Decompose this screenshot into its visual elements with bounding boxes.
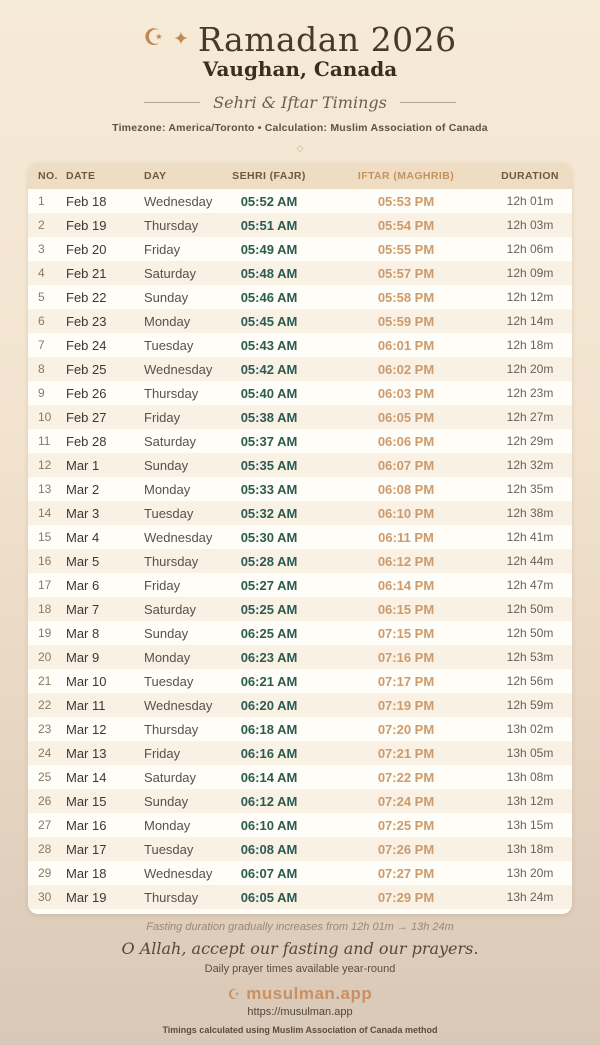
iftar-cell: 07:21 PM [377, 745, 435, 761]
date-cell: Mar 17 [66, 841, 107, 857]
no-cell: 14 [38, 506, 52, 520]
date-cell: Mar 2 [66, 481, 100, 497]
table-row [28, 405, 572, 429]
column-header-no: NO. [38, 170, 58, 182]
day-cell: Monday [144, 313, 191, 329]
duration-cell: 12h 44m [506, 554, 554, 568]
timings-table [28, 163, 572, 909]
date-cell: Mar 15 [66, 793, 107, 809]
day-cell: Wednesday [144, 529, 213, 545]
sehri-cell: 05:37 AM [240, 433, 298, 449]
date-cell: Mar 19 [66, 889, 107, 905]
iftar-cell: 06:07 PM [377, 457, 435, 473]
iftar-cell: 07:22 PM [377, 769, 435, 785]
day-cell: Wednesday [144, 865, 213, 881]
no-cell: 16 [38, 554, 52, 568]
duration-cell: 12h 20m [506, 362, 554, 376]
day-cell: Monday [144, 817, 191, 833]
iftar-cell: 06:14 PM [377, 577, 435, 593]
date-cell: Mar 8 [66, 625, 100, 641]
date-cell: Mar 16 [66, 817, 107, 833]
date-cell: Feb 25 [66, 361, 107, 377]
table-row [28, 693, 572, 717]
sehri-cell: 06:20 AM [240, 697, 298, 713]
title-row [0, 20, 600, 59]
no-cell: 11 [38, 434, 51, 448]
table-row [28, 381, 572, 405]
day-cell: Wednesday [144, 697, 213, 713]
no-cell: 5 [38, 290, 45, 304]
iftar-cell: 06:15 PM [377, 601, 435, 617]
day-cell: Monday [144, 649, 191, 665]
no-cell: 4 [38, 266, 45, 280]
date-cell: Mar 5 [66, 553, 100, 569]
page-title: Ramadan 2026 [197, 20, 457, 59]
day-cell: Friday [144, 577, 181, 593]
iftar-cell: 07:27 PM [377, 865, 435, 881]
no-cell: 25 [38, 770, 52, 784]
column-header-iftar: IFTAR (MAGHRIB) [357, 170, 455, 182]
date-cell: Feb 20 [66, 241, 107, 257]
iftar-cell: 07:19 PM [377, 697, 435, 713]
duration-cell: 12h 03m [506, 218, 554, 232]
sehri-cell: 06:05 AM [240, 889, 298, 905]
table-row [28, 741, 572, 765]
day-cell: Friday [144, 745, 181, 761]
table-row [28, 837, 572, 861]
iftar-cell: 07:24 PM [377, 793, 435, 809]
timings-table-body [28, 189, 572, 909]
iftar-cell: 05:57 PM [377, 265, 435, 281]
table-row [28, 429, 572, 453]
decorative-line-right [400, 102, 456, 103]
column-header-duration: DURATION [501, 170, 559, 182]
iftar-cell: 07:25 PM [377, 817, 435, 833]
day-cell: Sunday [144, 289, 189, 305]
day-cell: Wednesday [144, 361, 213, 377]
no-cell: 18 [38, 602, 52, 616]
day-cell: Tuesday [144, 505, 194, 521]
no-cell: 30 [38, 890, 52, 904]
decorative-line-left [144, 102, 200, 103]
no-cell: 28 [38, 842, 52, 856]
sehri-cell: 05:28 AM [240, 553, 298, 569]
table-row [28, 261, 572, 285]
fasting-duration-note: Fasting duration gradually increases from 12h 01m → 13h 24m [146, 921, 454, 933]
date-cell: Feb 28 [66, 433, 107, 449]
timings-subtitle: Sehri & Iftar Timings [213, 93, 387, 112]
day-cell: Thursday [144, 553, 199, 569]
iftar-cell: 06:06 PM [377, 433, 435, 449]
iftar-cell: 06:12 PM [377, 553, 435, 569]
table-row [28, 765, 572, 789]
duration-cell: 12h 06m [506, 242, 554, 256]
duration-cell: 13h 08m [506, 770, 554, 784]
day-cell: Saturday [144, 265, 197, 281]
header-row [28, 163, 572, 189]
day-cell: Sunday [144, 457, 189, 473]
table-row [28, 213, 572, 237]
date-cell: Feb 22 [66, 289, 107, 305]
day-cell: Saturday [144, 433, 197, 449]
duration-cell: 12h 50m [506, 602, 554, 616]
table-row [28, 789, 572, 813]
day-cell: Saturday [144, 769, 197, 785]
sehri-cell: 05:52 AM [240, 193, 298, 209]
iftar-cell: 07:20 PM [377, 721, 435, 737]
date-cell: Feb 24 [66, 337, 107, 353]
no-cell: 17 [38, 578, 52, 592]
table-row [28, 285, 572, 309]
no-cell: 7 [38, 338, 45, 352]
iftar-cell: 06:01 PM [377, 337, 435, 353]
brand-name: musulman.app [246, 984, 373, 1003]
no-cell: 20 [38, 650, 52, 664]
site-url-link[interactable]: https://musulman.app [247, 1006, 353, 1018]
duration-cell: 12h 41m [506, 530, 554, 544]
date-cell: Feb 26 [66, 385, 107, 401]
table-row [28, 477, 572, 501]
calculation-method-note: Timings calculated using Muslim Association of Canada method [162, 1025, 438, 1035]
no-cell: 23 [38, 722, 52, 736]
table-row [28, 669, 572, 693]
duration-cell: 12h 47m [506, 578, 554, 592]
no-cell: 6 [38, 314, 45, 328]
duration-cell: 12h 27m [506, 410, 554, 424]
timezone-calculation-meta: Timezone: America/Toronto • Calculation: Muslim Association of Canada [112, 122, 488, 134]
no-cell: 22 [38, 698, 52, 712]
duration-cell: 12h 56m [506, 674, 554, 688]
sehri-cell: 05:42 AM [240, 361, 298, 377]
day-cell: Thursday [144, 721, 199, 737]
duration-cell: 12h 32m [506, 458, 554, 472]
diamond-separator-icon: ◇ [296, 143, 304, 153]
iftar-cell: 06:08 PM [377, 481, 435, 497]
iftar-cell: 06:03 PM [377, 385, 435, 401]
day-cell: Monday [144, 481, 191, 497]
duration-cell: 12h 29m [506, 434, 554, 448]
table-row [28, 357, 572, 381]
day-cell: Sunday [144, 625, 189, 641]
no-cell: 24 [38, 746, 52, 760]
iftar-cell: 06:10 PM [377, 505, 435, 521]
column-header-date: DATE [66, 170, 96, 182]
table-row [28, 885, 572, 909]
duration-cell: 13h 24m [506, 890, 554, 904]
date-cell: Mar 1 [66, 457, 100, 473]
table-row [28, 861, 572, 885]
sehri-cell: 06:14 AM [240, 769, 298, 785]
subtitle-row [0, 93, 600, 112]
date-cell: Mar 4 [66, 529, 100, 545]
no-cell: 15 [38, 530, 52, 544]
no-cell: 21 [38, 674, 52, 688]
sehri-cell: 06:18 AM [240, 721, 298, 737]
duration-cell: 13h 02m [506, 722, 554, 736]
no-cell: 9 [38, 386, 45, 400]
day-cell: Wednesday [144, 193, 213, 209]
date-cell: Mar 14 [66, 769, 107, 785]
date-cell: Mar 6 [66, 577, 100, 593]
iftar-cell: 06:05 PM [377, 409, 435, 425]
day-cell: Thursday [144, 385, 199, 401]
availability-note: Daily prayer times available year-round [204, 963, 396, 975]
duration-cell: 12h 09m [506, 266, 554, 280]
brand-row [0, 984, 600, 1004]
no-cell: 27 [38, 818, 52, 832]
table-row [28, 237, 572, 261]
date-cell: Feb 21 [66, 265, 107, 281]
sehri-cell: 05:35 AM [240, 457, 298, 473]
duration-cell: 12h 12m [506, 290, 554, 304]
sehri-cell: 06:21 AM [240, 673, 298, 689]
no-cell: 3 [38, 242, 45, 256]
duration-cell: 12h 35m [506, 482, 554, 496]
day-cell: Thursday [144, 217, 199, 233]
day-cell: Tuesday [144, 673, 194, 689]
duration-cell: 13h 18m [506, 842, 554, 856]
iftar-cell: 07:26 PM [377, 841, 435, 857]
sehri-cell: 05:40 AM [240, 385, 298, 401]
iftar-cell: 05:53 PM [377, 193, 435, 209]
sparkle-star-icon: ✦ [172, 29, 189, 50]
table-row [28, 621, 572, 645]
timings-table-card [28, 163, 572, 914]
sehri-cell: 05:43 AM [240, 337, 298, 353]
day-cell: Tuesday [144, 337, 194, 353]
day-cell: Sunday [144, 793, 189, 809]
timings-table-header [28, 163, 572, 189]
page-header [0, 0, 600, 154]
table-row [28, 597, 572, 621]
iftar-cell: 07:29 PM [377, 889, 435, 905]
iftar-cell: 05:55 PM [377, 241, 435, 257]
no-cell: 26 [38, 794, 52, 808]
duration-cell: 12h 53m [506, 650, 554, 664]
table-row [28, 501, 572, 525]
table-row [28, 333, 572, 357]
table-row [28, 645, 572, 669]
date-cell: Feb 18 [66, 193, 107, 209]
brand-crescent-icon: ☪ [227, 985, 241, 1002]
sehri-cell: 06:25 AM [240, 625, 298, 641]
no-cell: 13 [38, 482, 52, 496]
duration-cell: 12h 01m [506, 194, 554, 208]
date-cell: Mar 13 [66, 745, 107, 761]
iftar-cell: 05:59 PM [377, 313, 435, 329]
duration-cell: 13h 20m [506, 866, 554, 880]
duration-cell: 12h 18m [506, 338, 554, 352]
sehri-cell: 05:33 AM [240, 481, 298, 497]
day-cell: Friday [144, 409, 181, 425]
table-row [28, 309, 572, 333]
duration-cell: 12h 59m [506, 698, 554, 712]
day-cell: Tuesday [144, 841, 194, 857]
table-row [28, 189, 572, 213]
date-cell: Feb 27 [66, 409, 107, 425]
duration-cell: 13h 15m [506, 818, 554, 832]
sehri-cell: 05:49 AM [240, 241, 298, 257]
sehri-cell: 05:45 AM [240, 313, 298, 329]
sehri-cell: 06:16 AM [240, 745, 298, 761]
iftar-cell: 07:17 PM [377, 673, 435, 689]
date-cell: Mar 11 [66, 697, 106, 713]
page-footer [0, 921, 600, 1035]
date-cell: Mar 7 [66, 601, 100, 617]
no-cell: 2 [38, 218, 45, 232]
table-row [28, 813, 572, 837]
duration-cell: 12h 50m [506, 626, 554, 640]
iftar-cell: 07:16 PM [377, 649, 435, 665]
sehri-cell: 05:48 AM [240, 265, 298, 281]
duration-cell: 13h 05m [506, 746, 554, 760]
sehri-cell: 06:10 AM [240, 817, 298, 833]
column-header-day: DAY [144, 170, 167, 182]
table-row [28, 453, 572, 477]
column-header-sehri: SEHRI (FAJR) [232, 170, 306, 182]
duration-cell: 12h 38m [506, 506, 554, 520]
duration-cell: 12h 14m [506, 314, 554, 328]
no-cell: 29 [38, 866, 52, 880]
duration-cell: 13h 12m [506, 794, 554, 808]
sehri-cell: 06:23 AM [240, 649, 298, 665]
date-cell: Mar 18 [66, 865, 107, 881]
no-cell: 1 [38, 194, 45, 208]
day-cell: Thursday [144, 889, 199, 905]
sehri-cell: 06:12 AM [240, 793, 298, 809]
date-cell: Mar 3 [66, 505, 100, 521]
location-subtitle: Vaughan, Canada [202, 57, 398, 81]
sehri-cell: 05:27 AM [240, 577, 298, 593]
table-row [28, 717, 572, 741]
date-cell: Feb 19 [66, 217, 107, 233]
sehri-cell: 05:51 AM [240, 217, 298, 233]
iftar-cell: 06:11 PM [378, 529, 434, 545]
no-cell: 12 [38, 458, 52, 472]
no-cell: 8 [38, 362, 45, 376]
iftar-cell: 07:15 PM [377, 625, 435, 641]
date-cell: Mar 12 [66, 721, 107, 737]
iftar-cell: 05:54 PM [377, 217, 435, 233]
sehri-cell: 05:30 AM [240, 529, 298, 545]
sehri-cell: 05:38 AM [240, 409, 298, 425]
day-cell: Saturday [144, 601, 197, 617]
day-cell: Friday [144, 241, 181, 257]
dua-quote: O Allah, accept our fasting and our prayers. [121, 939, 479, 958]
sehri-cell: 06:07 AM [240, 865, 298, 881]
date-cell: Mar 10 [66, 673, 107, 689]
iftar-cell: 06:02 PM [377, 361, 435, 377]
table-row [28, 525, 572, 549]
duration-cell: 12h 23m [506, 386, 554, 400]
sehri-cell: 05:25 AM [240, 601, 298, 617]
iftar-cell: 05:58 PM [377, 289, 435, 305]
table-row [28, 549, 572, 573]
table-row [28, 573, 572, 597]
sehri-cell: 06:08 AM [240, 841, 298, 857]
sehri-cell: 05:46 AM [240, 289, 298, 305]
no-cell: 19 [38, 626, 52, 640]
date-cell: Feb 23 [66, 313, 107, 329]
crescent-moon-icon: ☪ [143, 24, 164, 50]
sehri-cell: 05:32 AM [240, 505, 298, 521]
no-cell: 10 [38, 410, 52, 424]
date-cell: Mar 9 [66, 649, 100, 665]
